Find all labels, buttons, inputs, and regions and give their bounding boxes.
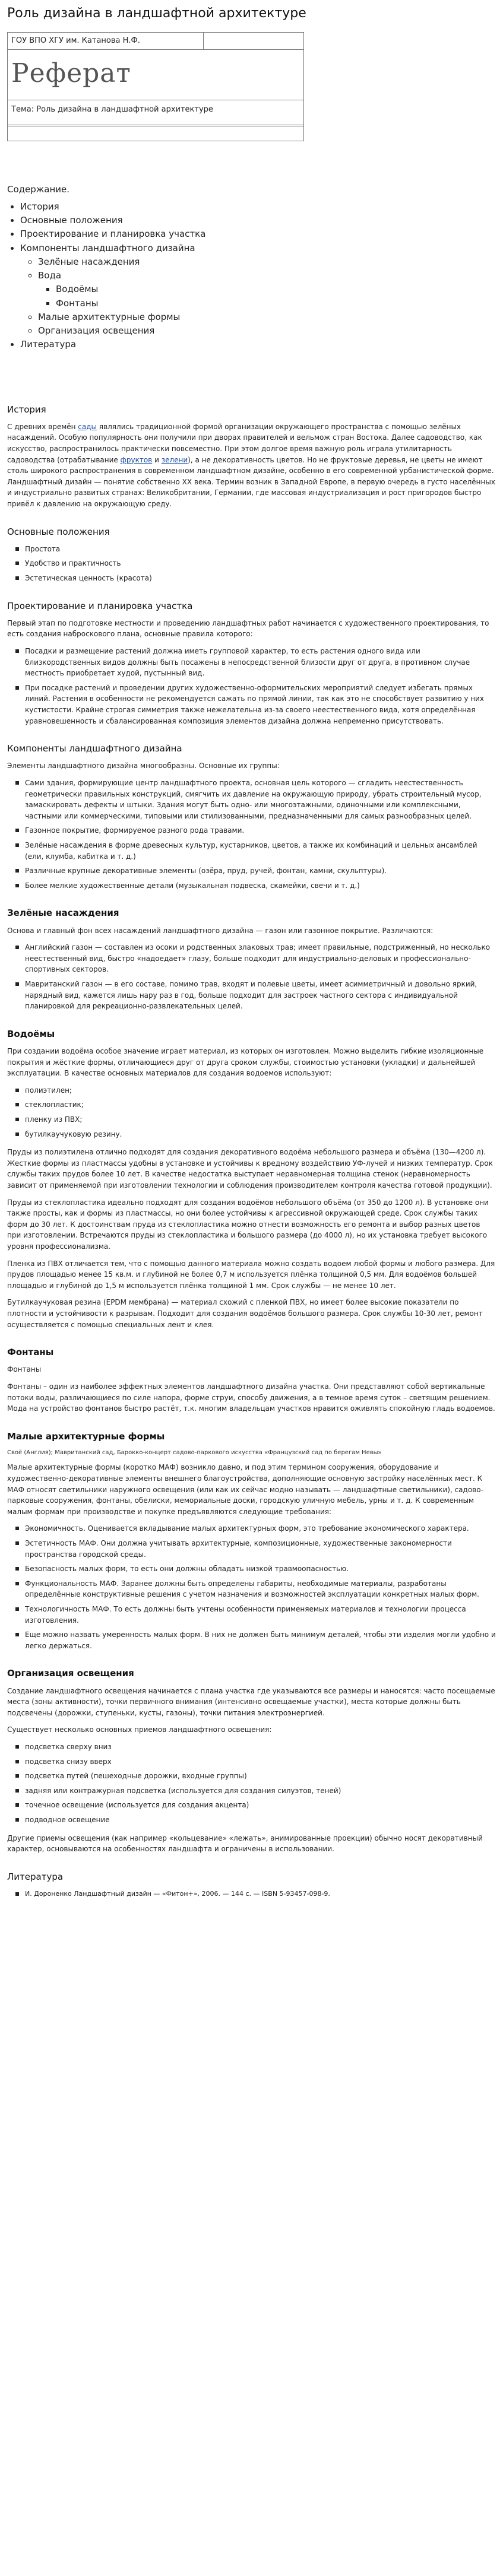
components-heading: Компоненты ландшафтного дизайна bbox=[7, 743, 182, 754]
toc-item-lighting[interactable]: Организация освещения bbox=[38, 325, 155, 337]
green-intro: Основа и главный фон всех насаждений ландшафтного дизайна — газон или газонное покрытие. Различаются: bbox=[7, 926, 434, 935]
forms-caption: Своё (Англия); Мавританский сад, Барокко-концерт садово-паркового искусства «Французский сад по берегам Невы» bbox=[7, 1449, 382, 1456]
lighting-paragraph: Создание ландшафтного освещения начинается с плана участка где указываются все размеры и наносятся: часто посещаемые места (зоны активности), точки первичного внимания (интенсивно освещаемые участки), места которые должны быть подсвечены (дорожки, ступеньки, кусты, газоны), точки питания электроэнергией. bbox=[7, 1686, 495, 1717]
list-item: Различные крупные декоративные элементы (озёра, пруд, ручей, фонтан, камни, скульптуры). bbox=[25, 865, 496, 877]
literature-list bbox=[7, 1889, 496, 1899]
history-heading: История bbox=[7, 404, 46, 415]
list-item: подсветка путей (пешеходные дорожки, входные группы) bbox=[25, 1771, 496, 1782]
list-item: Еще можно назвать умеренность малых форм. В них не должен быть минимум деталей, чтобы эти изделия могли удобно и легко держаться. bbox=[25, 1629, 496, 1651]
link-fruits[interactable]: фруктов bbox=[120, 455, 153, 464]
reference-item[interactable]: И. Дороненко Ландшафтный дизайн — «Фитон+», 2006. — 144 с. — ISBN 5-93457-098-9. bbox=[25, 1889, 496, 1899]
planning-intro: Первый этап по подготовке местности и проведению ландшафтных работ начинается с художественного проектирования, то есть создания наброскового плана, основные правила которого: bbox=[7, 618, 489, 639]
list-item: Функциональность МАФ. Заранее должны быть определены габариты, необходимые материалы, разработаны определённые конструктивные решения с учетом назначения и возможностей эксплуатации конкретных малых форм. bbox=[25, 1578, 496, 1600]
toc-item-history[interactable]: История bbox=[20, 201, 59, 212]
forms-paragraph: Малые архитектурные формы (коротко МАФ) возникло давно, и под этим термином сооружения, оборудование и художественно-декоративные элементы внешнего благоустройства, дополняющие основную застройку населённых мест. К МАФ относят светильники наружного освещения (или как их сейчас модно называть — ландшафтные светильники), садово-парковые сооружения, фонтаны, обелиски, мемориальные доски, городскую уличную мебель, урны и т. д. К современным малым формам при производстве и покупке предъявляются следующие требования: bbox=[7, 1463, 483, 1516]
forms-requirements-list bbox=[7, 1523, 496, 1651]
list-item: Технологичность МАФ. То есть должны быть учтены особенности применяемых материалов и технологии процесса изготовления. bbox=[25, 1604, 496, 1626]
ponds-heading: Водоёмы bbox=[7, 1028, 55, 1039]
list-item: подводное освещение bbox=[25, 1814, 496, 1826]
list-item: Зелёные насаждения в форме древесных культур, кустарников, цветов, а также их комбинаций и цельных ансамблей (ели, клумба, кабитка и т. д.) bbox=[25, 840, 496, 862]
components-intro: Элементы ландшафтного дизайна многообразны. Основные их группы: bbox=[7, 762, 280, 770]
toc-item-basics[interactable]: Основные положения bbox=[20, 215, 123, 226]
lighting-heading: Организация освещения bbox=[7, 1668, 134, 1679]
green-heading: Зелёные насаждения bbox=[7, 908, 119, 919]
toc-item-water[interactable]: Вода bbox=[38, 270, 62, 281]
toc-item-planning[interactable]: Проектирование и планировка участка bbox=[20, 229, 206, 240]
title-card-heading: Реферат bbox=[8, 50, 303, 100]
toc-item-fountains[interactable]: Фонтаны bbox=[56, 297, 99, 309]
list-item: При посадке растений и проведении других художественно-оформительских мероприятий следует избегать прямых линий. Растения в особенности не рекомендуется сажать по прямой линии, так как это не способствует развитию у них кустистости. Крайне строгая симметрия также нежелательна из-за своего неестественного вида, хотя определённая уравновешенность и сбалансированная композиция элементов дизайна должна непременно присутствовать. bbox=[25, 683, 496, 727]
list-item: Газонное покрытие, формируемое разного рода травами. bbox=[25, 825, 496, 836]
fountains-paragraph: Фонтаны – один из наиболее эффектных элементов ландшафтного дизайна участка. Они представляют собой вертикальные потоки воды, различающиеся по силе напора, форме струи, способу движения, а в темное время суток – светящим решением. Мода на устройство фонтанов быстро растёт, т.к. многим владельцам участков нравится оживлять спокойную гладь водоемов. bbox=[7, 1382, 495, 1413]
list-item: стеклопластик; bbox=[25, 1099, 496, 1111]
basics-heading: Основные положения bbox=[7, 526, 110, 537]
list-item: Безопасность малых форм, то есть они должны обладать низкой травмоопасностью. bbox=[25, 1563, 496, 1575]
list-item: Простота bbox=[25, 544, 496, 555]
lighting-paragraph: Существует несколько основных приемов ландшафтного освещения: bbox=[7, 1725, 272, 1734]
institution-label: ГОУ ВПО ХГУ им. Катанова Н.Ф. bbox=[8, 33, 204, 49]
list-item: бутилкаучуковую резину. bbox=[25, 1129, 496, 1140]
ponds-paragraph: Пруды из стеклопластика идеально подходят для создания водоёмов небольшого объёма (от 350 до 1200 л). В установке они также просты, как и формы из пластмассы, но они более устойчивы к агрессивной окружающей среде. Срок службы таких форм до 30 лет. К достоинствам пруда из стеклопластика можно отнести возможность его ремонта и выбор разных цветов при изготовлении. Встречаются пруды из стеклопластика и большого размера (до 4000 л), но их установка требует высокого уровня профессионализма. bbox=[7, 1198, 489, 1251]
literature-heading: Литература bbox=[7, 1871, 64, 1882]
list-item: подсветка сверху вниз bbox=[25, 1741, 496, 1753]
title-card-topic: Тема: Роль дизайна в ландшафтной архитектуре bbox=[8, 100, 303, 126]
ponds-materials-list bbox=[7, 1085, 496, 1140]
basics-list bbox=[7, 544, 496, 584]
toc-item-components[interactable]: Компоненты ландшафтного дизайна bbox=[20, 242, 195, 253]
list-item: подсветка снизу вверх bbox=[25, 1756, 496, 1768]
list-item: Мавританский газон — в его составе, помимо трав, входят и полевые цветы, имеет асимметричный и довольно яркий, нарядный вид, кажется лишь нару раз в год, больше подходит для застроек частного сектора с индивидуальной планировкой для рекреационно-развлекательных целей. bbox=[25, 979, 496, 1012]
list-item: Более мелкие художественные детали (музыкальная подвеска, скамейки, свечи и т. д.) bbox=[25, 880, 496, 892]
lighting-list bbox=[7, 1741, 496, 1826]
list-item: Экономичность. Оценивается вкладывание малых архитектурных форм, это требование экономического характера. bbox=[25, 1523, 496, 1534]
toc-item-forms[interactable]: Малые архитектурные формы bbox=[38, 311, 181, 322]
forms-heading: Малые архитектурные формы bbox=[7, 1430, 165, 1442]
list-item: Удобство и практичность bbox=[25, 558, 496, 569]
table-of-contents bbox=[7, 183, 496, 352]
history-paragraph: С древних времён сады являлись традиционной формой организации окружающего пространства с помощью зелёных насаждений. Особую популярность они получили при дворах правителей и вельмож стран Востока. Далее садоводство, как искусство, распространилось практически повсеместно. При этом долгое время важную роль играла утилитарность садоводства (отрабатывание фруктов и зелени), а не декоративность цветов. Но не фруктовые деревья, не цветы не имеют столь широкого распространения в современном ландшафтном дизайне, особенно в его современной урбанистической форме. Ландшафтный дизайн — понятие собственно XX века. Термин возник в Западной Европе, в первую очередь в густо населённых и индустриально развитых странах: Великобритании, Германии, где массовая индустриализация и рост пригородов быстро привёл к давлению на окружающую среду. bbox=[7, 422, 495, 508]
link-greens[interactable]: зелени bbox=[161, 455, 188, 464]
ponds-intro: При создании водоёма особое значение играет материал, из которых он изготовлен. Можно выделить гибкие изоляционные покрытия и жёсткие формы, отличающиеся друг от друга сроком службы, стоимостью установки (укладки) и дальнейшей эксплуатации. В качестве основных материалов для создания водоемов используют: bbox=[7, 1047, 484, 1078]
page-title: Роль дизайна в ландшафтной архитектуре bbox=[7, 6, 306, 21]
toc-item-ponds[interactable]: Водоёмы bbox=[56, 284, 99, 295]
green-list bbox=[7, 942, 496, 1012]
components-list bbox=[7, 778, 496, 891]
toc-title: Содержание. bbox=[7, 183, 70, 195]
planning-heading: Проектирование и планировка участка bbox=[7, 600, 193, 611]
ponds-paragraph: Пленка из ПВХ отличается тем, что с помощью данного материала можно создать водоем любой формы и любого размера. Для прудов площадью менее 15 кв.м. и глубиной не более 0,7 м используется плёнка толщиной 0,5 мм. Для водоёмов большей площадью и глубиной до 1,5 м используется плёнка толщиной 1 мм. Срок службы — не менее 10 лет. bbox=[7, 1259, 495, 1290]
title-card bbox=[7, 32, 304, 141]
link-gardens[interactable]: сады bbox=[78, 422, 97, 431]
ponds-paragraph: Бутилкаучуковая резина (EPDM мембрана) — материал схожий с пленкой ПВХ, но имеет более высокие показатели по плотности и устойчивости к разрывам. Подходит для создания водоёмов большого размера. Срок службы 10-30 лет, ремонт осуществляется с помощью специальных лент и клея. bbox=[7, 1298, 483, 1329]
list-item: пленку из ПВХ; bbox=[25, 1114, 496, 1125]
list-item: Английский газон — составлен из осоки и родственных злаковых трав; имеет правильные, подстриженный, но несколько неестественный вид, быстро «надоедает» глазу, больше подходит для индустриально-деловых и профессионально-спортивных секторов. bbox=[25, 942, 496, 975]
list-item: Эстетическая ценность (красота) bbox=[25, 573, 496, 584]
list-item: Посадки и размещение растений должна иметь групповой характер, то есть растения одного вида или близкородственных видов должны быть посажены в непосредственной близости друг от друга, в противном случае местность приобретает худой, пустынный вид. bbox=[25, 646, 496, 679]
list-item: задняя или контражурная подсветка (используется для создания силуэтов, теней) bbox=[25, 1785, 496, 1797]
list-item: полиэтилен; bbox=[25, 1085, 496, 1096]
fountains-heading: Фонтаны bbox=[7, 1347, 54, 1358]
toc-item-literature[interactable]: Литература bbox=[20, 339, 77, 350]
planning-list bbox=[7, 646, 496, 727]
list-item: точечное освещение (используется для создания акцента) bbox=[25, 1800, 496, 1811]
toc-item-green[interactable]: Зелёные насаждения bbox=[38, 256, 140, 267]
list-item: Эстетичность МАФ. Они должна учитывать архитектурные, композиционные, художественные закономерности пространства городской среды. bbox=[25, 1538, 496, 1560]
list-item: Сами здания, формирующие центр ландшафтного проекта, основная цель которого — сгладить неестественность геометрически правильных конструкций, смягчить их давление на окружающую природу, убрать строительный мусор, замаскировать дефекты и штыки. Здания могут быть одно- или многоэтажными, одиночными или комплексными, частными или коммерческими, типовыми или стилизованными, предназначенными для самых разнообразных целей. bbox=[25, 778, 496, 821]
ponds-paragraph: Пруды из полиэтилена отлично подходят для создания декоративного водоёма небольшого размера и объёма (130—4200 л). Жесткие формы из пластмассы удобны в установке и устойчивы к вредному воздействию УФ-лучей и низких температур. Срок службы таких прудов более 10 лет. В качестве недостатка выступает неравномерная толщина стенок (неравномерность зависит от применяемой при изготовлении технологии и соблюдения производителем контроля качества готовой продукции). bbox=[7, 1148, 493, 1189]
lighting-paragraph: Другие приемы освещения (как например «кольцевание» «лежать», анимированные проекции) обычно носят декоративный характер, основываются на особенностях ландшафта и ограничены в использовании. bbox=[7, 1833, 483, 1854]
fountains-label: Фонтаны bbox=[7, 1365, 42, 1374]
